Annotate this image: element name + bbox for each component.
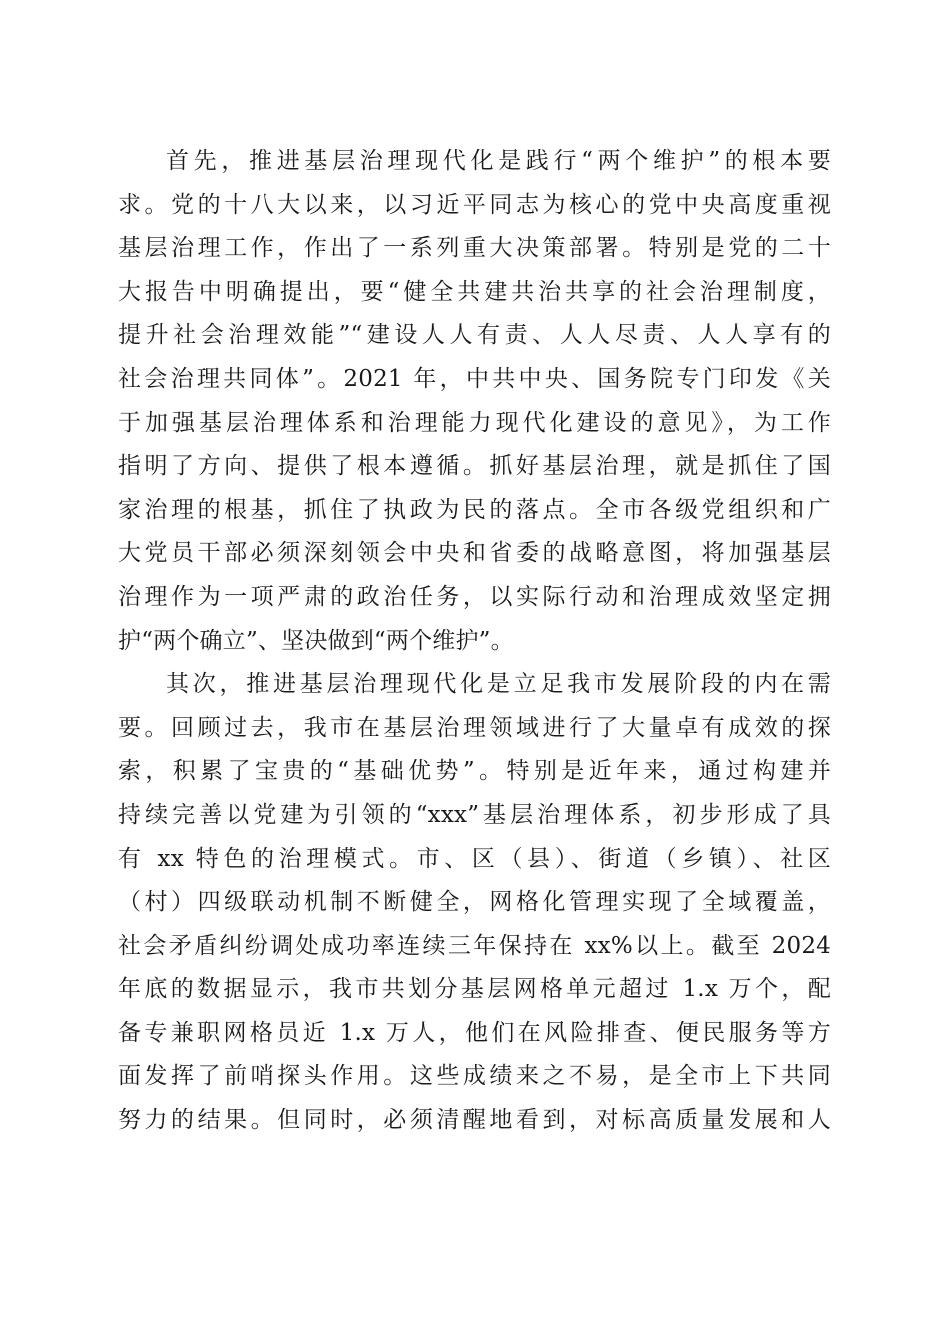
text-line: （村）四级联动机制不断健全，网格化管理实现了全域覆盖， xyxy=(118,889,831,916)
paragraph-first xyxy=(118,140,831,663)
text-line: 其次，推进基层治理现代化是立足我市发展阶段的内在需 xyxy=(166,671,831,698)
text-line: 提升社会治理效能”“建设人人有责、人人尽责、人人享有的 xyxy=(118,322,831,349)
text-line: 治理作为一项严肃的政治任务，以实际行动和治理成效坚定拥 xyxy=(118,583,831,610)
document-body xyxy=(118,140,831,1143)
text-line: 家治理的根基，抓住了执政为民的落点。全市各级党组织和广 xyxy=(118,496,831,523)
text-line: 要。回顾过去，我市在基层治理领域进行了大量卓有成效的探 xyxy=(118,714,831,741)
text-line: 大报告中明确提出，要“健全共建共治共享的社会治理制度， xyxy=(118,278,831,305)
text-line: 指明了方向、提供了根本遵循。抓好基层治理，就是抓住了国 xyxy=(118,453,831,480)
text-line: 求。党的十八大以来，以习近平同志为核心的党中央高度重视 xyxy=(118,191,831,218)
paragraph-second xyxy=(118,663,831,1143)
text-line: 索，积累了宝贵的“基础优势”。特别是近年来，通过构建并 xyxy=(118,758,831,785)
text-line: 大党员干部必须深刻领会中央和省委的战略意图，将加强基层 xyxy=(118,540,831,567)
text-line: 基层治理工作，作出了一系列重大决策部署。特别是党的二十 xyxy=(118,235,831,262)
text-line: 首先，推进基层治理现代化是践行“两个维护”的根本要 xyxy=(166,148,831,174)
text-line: 社会治理共同体”。2021 年，中共中央、国务院专门印发《关 xyxy=(118,365,831,392)
text-line: 护“两个确立”、坚决做到“两个维护”。 xyxy=(118,627,514,654)
text-line: 备专兼职网格员近 1.x 万人，他们在风险排查、便民服务等方 xyxy=(118,1019,831,1046)
text-line: 于加强基层治理体系和治理能力现代化建设的意见》，为工作 xyxy=(118,409,831,436)
text-line: 努力的结果。但同时，必须清醒地看到，对标高质量发展和人 xyxy=(118,1107,831,1134)
text-line: 持续完善以党建为引领的“xxx”基层治理体系，初步形成了具 xyxy=(118,801,831,828)
text-line: 年底的数据显示，我市共划分基层网格单元超过 1.x 万个，配 xyxy=(118,976,831,1003)
text-line: 面发挥了前哨探头作用。这些成绩来之不易，是全市上下共同 xyxy=(118,1063,831,1090)
text-line: 社会矛盾纠纷调处成功率连续三年保持在 xx%以上。截至 2024 xyxy=(118,932,831,959)
text-line: 有 xx 特色的治理模式。市、区（县）、街道（乡镇）、社区 xyxy=(118,845,831,872)
